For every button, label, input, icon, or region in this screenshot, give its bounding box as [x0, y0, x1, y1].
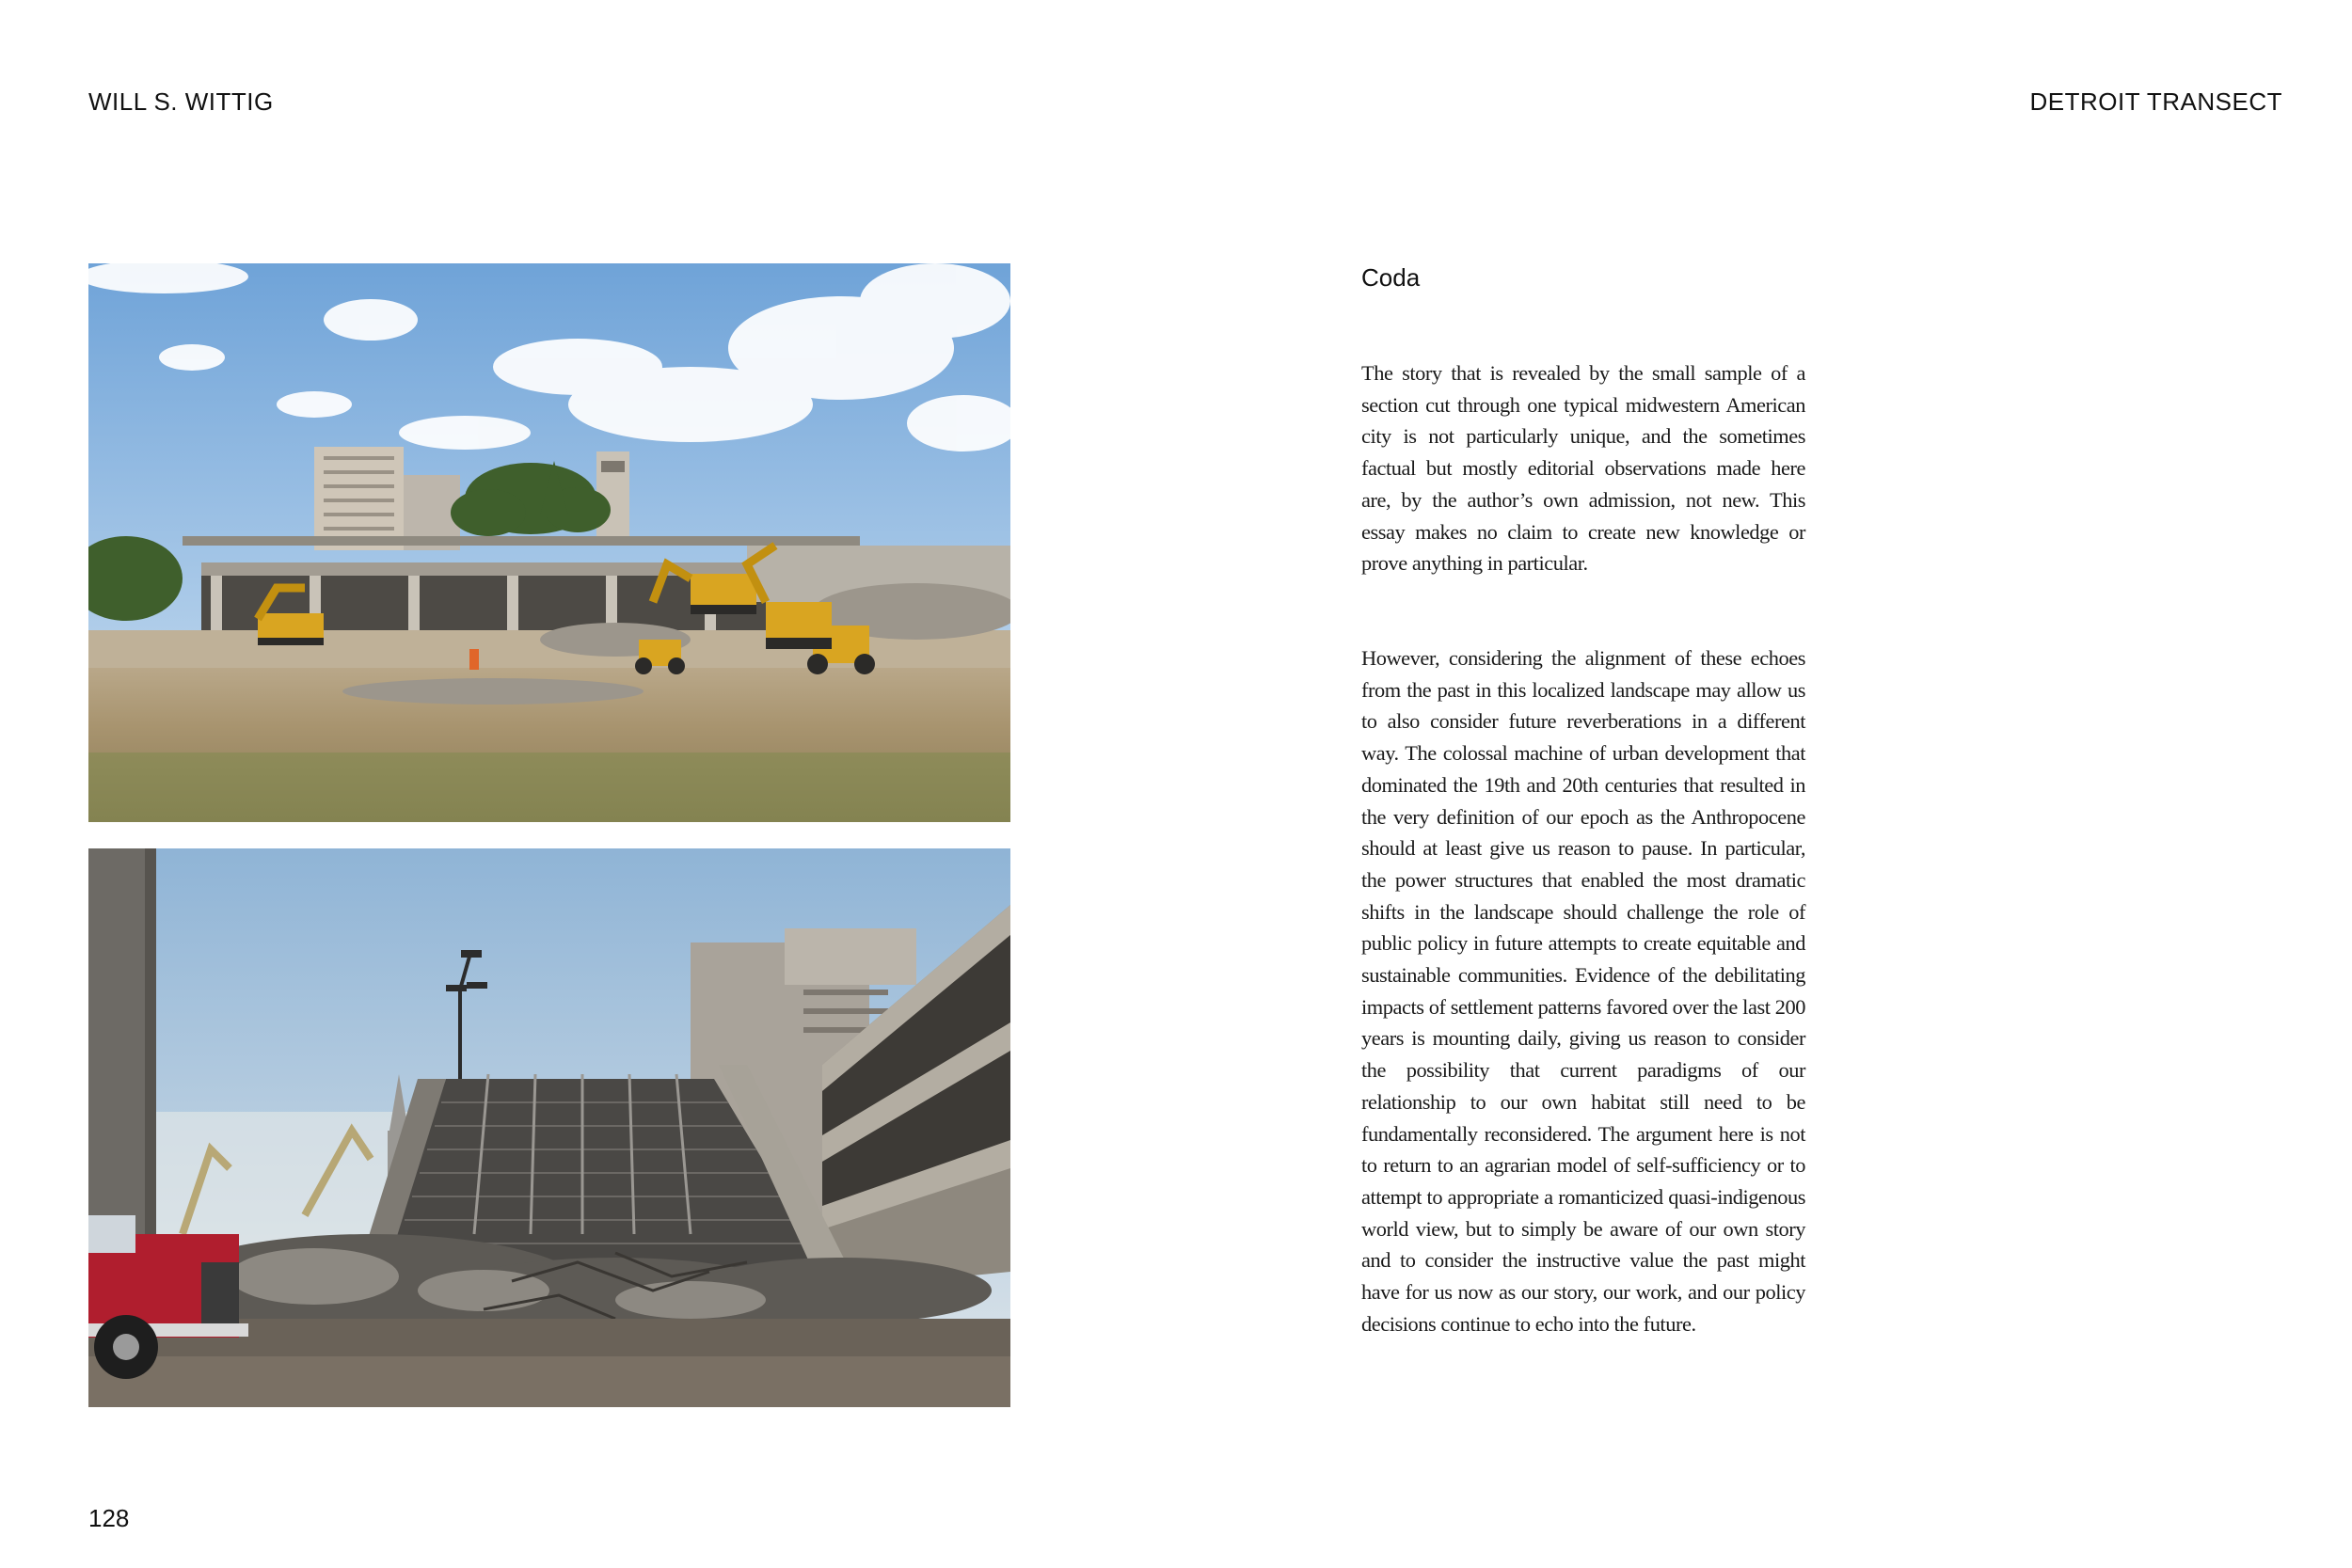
photo-demolished-stairway-drawing: [88, 848, 1010, 1407]
photo-demolished-stairway: [88, 848, 1010, 1407]
photo-demolition-site-drawing: [88, 263, 1010, 822]
photo-demolition-site: [88, 263, 1010, 822]
running-head-author: WILL S. WITTIG: [88, 87, 274, 116]
section-title: Coda: [1361, 263, 1421, 292]
running-head-title: DETROIT TRANSECT: [2029, 87, 2282, 116]
page-number: 128: [88, 1504, 130, 1532]
paragraph-1: The story that is revealed by the small sample of a section cut through one typical midwestern American city is not particularly unique, and the sometimes factual but mostly editorial observations made here are, by the author’s own admission, not new. This essay makes no claim to create new knowledge or prove anything in particular.: [1361, 361, 1805, 576]
paragraph-2: However, considering the alignment of these echoes from the past in this localized landscape may allow us to also consider future reverberations in a different way. The colossal machine of urban development that dominated the 19th and 20th centuries that resulted in the very definition of our epoch as the Anthropocene should at least give us reason to pause. In particular, the power structures that enabled the most dramatic shifts in the landscape should challenge the role of public policy in future attempts to create equitable and sustainable communities. Evidence of the debilitating impacts of settlement patterns favored over the last 200 years is mounting daily, giving us reason to consider the possibility that current paradigms of our relationship to our own habitat still need to be fundamentally reconsidered. The argument here is not to return to an agrarian model of self-sufficiency or to attempt to appropriate a romanticized quasi-indigenous world view, but to simply be aware of our own story and to consider the instructive value the past might have for us now as our story, our work, and our policy decisions continue to echo into the future.: [1361, 646, 1805, 1336]
